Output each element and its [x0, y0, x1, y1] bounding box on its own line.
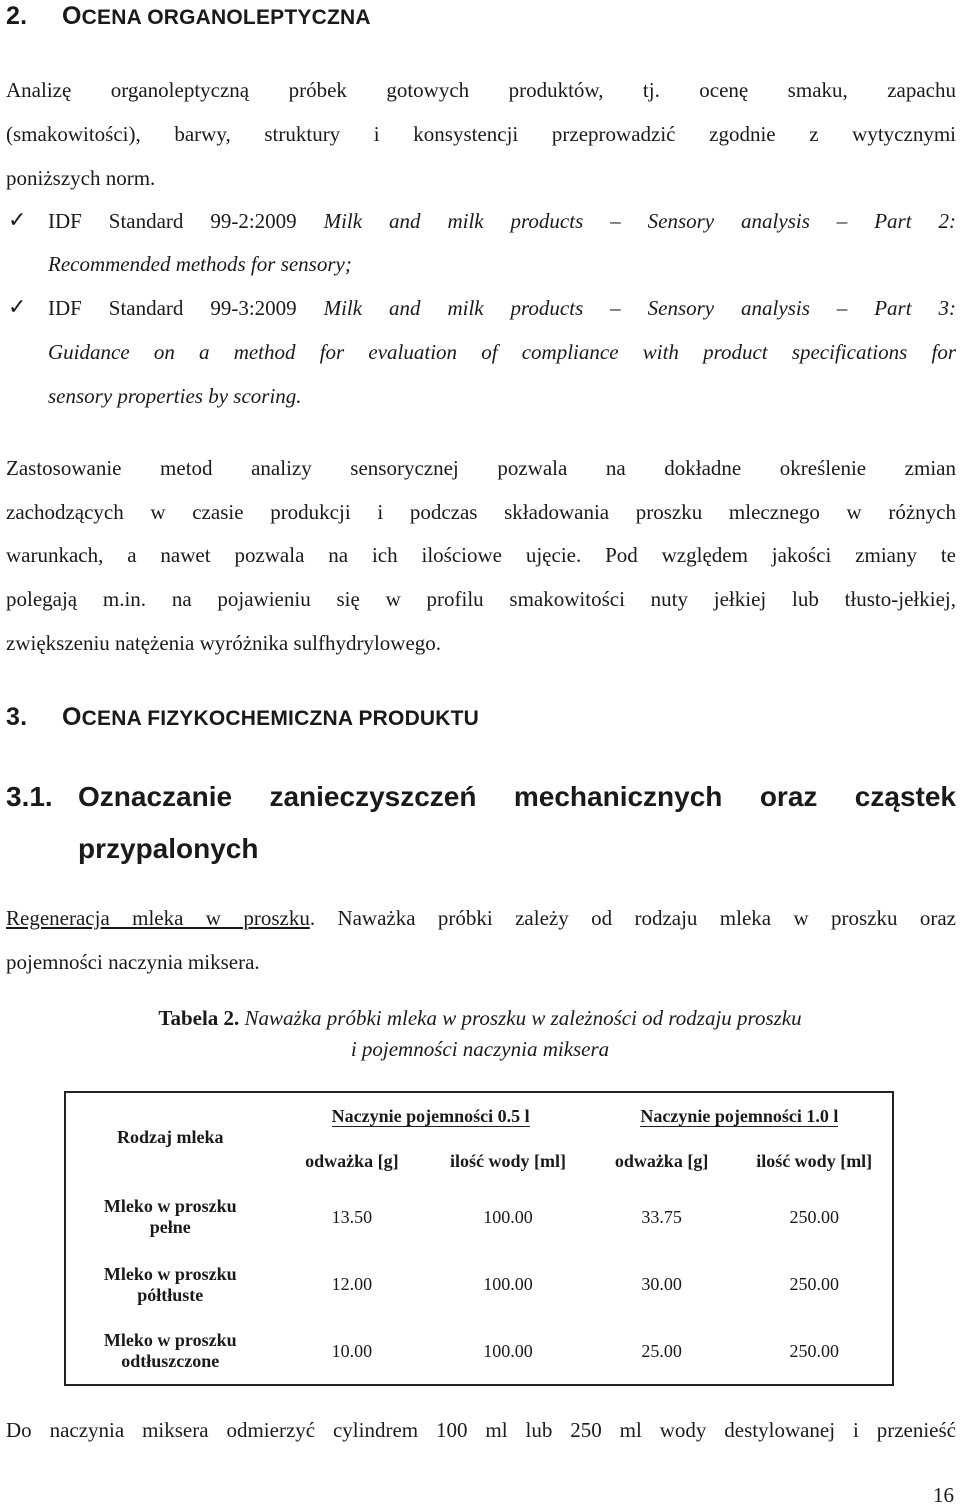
row-label: Mleko w proszku półtłuste	[103, 1263, 237, 1305]
sample-weight-table	[64, 1091, 894, 1386]
table-cell: 30.00	[641, 1274, 682, 1295]
table-cell: 10.00	[331, 1340, 373, 1361]
standard-prefix: IDF Standard 99-3:2009	[48, 296, 324, 320]
table-cell: 12.00	[331, 1274, 373, 1295]
regeneracja-underlined: Regeneracja mleka w proszku	[6, 906, 310, 930]
section-number: 2.	[6, 2, 28, 30]
table-cell: 250.00	[789, 1206, 839, 1227]
section-title-rest: CENA ORGANOLEPTYCZNA	[81, 6, 371, 29]
intro-line-2: (smakowitości), barwy, struktury i konsystencji przeprowadzić zgodnie z wytycznymi	[6, 122, 956, 146]
para2-line-5: zwiększeniu natężenia wyróżnika sulfhydrylowego.	[6, 631, 442, 655]
table-cell: 25.00	[641, 1340, 682, 1361]
table-cell: 250.00	[789, 1340, 839, 1361]
standard-title-cont: Recommended methods for sensory;	[48, 252, 352, 276]
subheader-cell: odważka [g]	[305, 1151, 399, 1172]
table-label: Tabela 2.	[158, 1006, 240, 1030]
subheader-cell: ilość wody [ml]	[449, 1151, 566, 1172]
table-row	[65, 1252, 893, 1319]
section-2-heading	[6, 2, 371, 31]
intro-line-3: poniższych norm.	[6, 166, 156, 190]
regeneracja-rest: . Naważka próbki zależy od rodzaju mleka w proszku oraz	[309, 906, 956, 930]
last-line: Do naczynia miksera odmierzyć cylindrem 100 ml lub 250 ml wody destylowanej i przenieść	[6, 1418, 956, 1442]
para2-line-3: warunkach, a nawet pozwala na ich ilościowe ujęcie. Pod względem jakości zmiany te	[6, 543, 956, 567]
header-group-2: Naczynie pojemności 1.0 l	[640, 1106, 839, 1127]
table-caption-line-2: i pojemności naczynia miksera	[350, 1037, 610, 1061]
table-row	[65, 1318, 893, 1385]
table-cell: 33.75	[641, 1206, 682, 1227]
para2-line-4: polegają m.in. na pojawieniu się w profilu smakowitości nuty jełkiej lub tłusto-jełkiej,	[6, 587, 956, 611]
standard-prefix: IDF Standard 99-2:2009	[48, 209, 324, 233]
standard-item-2-cont	[48, 330, 956, 374]
section-3-1-heading	[6, 771, 956, 875]
header-group-1: Naczynie pojemności 0.5 l	[331, 1106, 530, 1127]
regeneracja-line-2: pojemności naczynia miksera.	[6, 950, 260, 974]
subheader-cell: ilość wody [ml]	[756, 1151, 873, 1172]
regeneracja-line-1	[6, 896, 956, 940]
intro-line-1: Analizę organoleptyczną próbek gotowych produktów, tj. ocenę smaku, zapachu	[6, 78, 956, 102]
table-caption-text: Naważka próbki mleka w proszku w zależności od rodzaju proszku	[239, 1006, 802, 1030]
section-title-initial: O	[62, 703, 82, 731]
checkmark-icon: ✓	[8, 295, 27, 320]
standard-title: Milk and milk products – Sensory analysis – Part 2:	[323, 209, 956, 233]
standard-title: Milk and milk products – Sensory analysis – Part 3:	[323, 296, 956, 320]
checkmark-icon: ✓	[8, 208, 27, 233]
section-title-initial: O	[62, 2, 82, 30]
page-number: 16	[933, 1483, 954, 1507]
standard-title-cont: sensory properties by scoring.	[48, 384, 302, 408]
standard-item-1-cont	[48, 242, 956, 286]
standard-item-1	[8, 199, 956, 243]
table-cell: 13.50	[331, 1206, 373, 1227]
standard-title-cont: Guidance on a method for evaluation of compliance with product specifications for	[48, 340, 956, 364]
para2-line-1: Zastosowanie metod analizy sensorycznej pozwala na dokładne określenie zmian	[6, 456, 956, 480]
section-title-line-2: przypalonych	[78, 833, 259, 864]
section-number: 3.	[6, 703, 28, 731]
table-cell: 100.00	[483, 1340, 533, 1361]
para2-line-2: zachodzących w czasie produkcji i podczas składowania proszku mlecznego w różnych	[6, 500, 956, 524]
table-caption-line-1	[0, 1003, 960, 1034]
table-cell: 100.00	[483, 1274, 533, 1295]
table-row	[65, 1183, 893, 1252]
row-label: Mleko w proszku odtłuszczone	[103, 1330, 237, 1372]
standard-item-2	[8, 286, 956, 330]
section-number: 3.1.	[6, 781, 53, 812]
section-title-line-1: Oznaczanie zanieczyszczeń mechanicznych oraz cząstek	[78, 781, 956, 812]
subheader-cell: odważka [g]	[614, 1151, 709, 1172]
section-3-heading	[6, 703, 479, 732]
section-title-rest: CENA FIZYKOCHEMICZNA PRODUKTU	[81, 707, 480, 730]
table-cell: 250.00	[789, 1274, 839, 1295]
table-cell: 100.00	[483, 1206, 533, 1227]
header-rodzaj: Rodzaj mleka	[117, 1127, 224, 1148]
row-label: Mleko w proszku pełne	[103, 1196, 237, 1238]
standard-item-2-cont2	[48, 374, 956, 418]
